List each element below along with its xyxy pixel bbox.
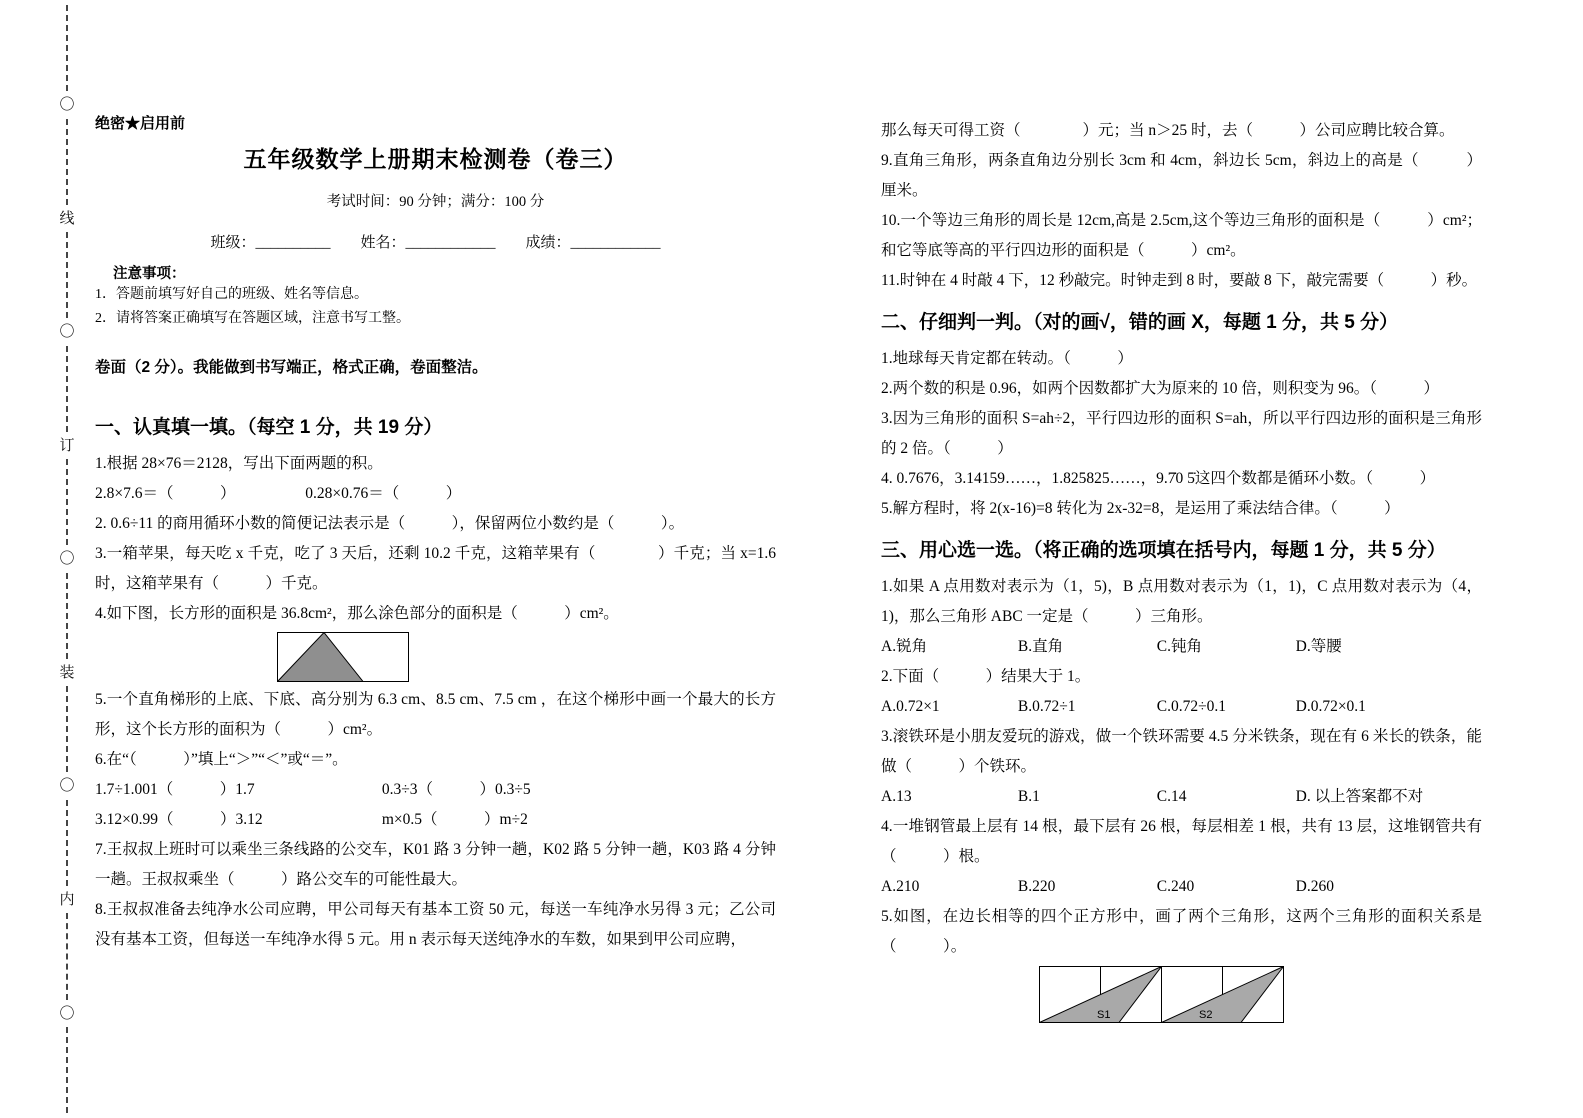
option-a: A.210 [881,878,920,895]
binding-circle: 〇 [59,323,75,341]
option-c: C.钝角 [1156,638,1202,655]
question-4-figure [277,632,776,682]
exam-time-score-info: 考试时间：90 分钟；满分：100 分 [326,194,545,210]
figure-label-s2: S2 [1199,1009,1213,1021]
choice-question-2: 2.下面（ ）结果大于 1。 [881,668,1091,685]
binding-dashed-segment [66,232,68,318]
binding-char-bind: 装 [59,663,75,681]
question-6-row-2 [95,805,776,835]
question-1-sub: 2.8×7.6＝（ ） 0.28×0.76＝（ ） [95,485,462,502]
option-d: D.260 [1295,878,1334,895]
paper-title: 五年级数学上册期末检测卷（卷三） [243,146,628,172]
secrecy-label: 绝密★启用前 [95,115,186,132]
question-8-part-1: 8.王叔叔准备去纯净水公司应聘，甲公司每天有基本工资 50 元，每送一车纯净水另得 3 元；乙公司没有基本工资，但每送一车纯净水得 5 元。用 n 表示每天送纯净水的车数，如果到甲公司应聘， [95,901,776,948]
option-c: C.14 [1156,788,1187,805]
choice-question-4-options [881,872,1482,902]
choice-question-5: 5.如图，在边长相等的四个正方形中，画了两个三角形，这两个三角形的面积关系是（ ）。 [881,908,1482,955]
binding-dashed-segment [66,5,68,91]
question-4: 4.如下图，长方形的面积是 36.8cm²，那么涂色部分的面积是（ ）cm²。 [95,605,619,622]
student-info-fields: 班级：__________ 姓名：____________ 成绩：____________ [210,235,661,251]
choice-question-1-options [881,632,1482,662]
question-10: 10.一个等边三角形的周长是 12cm,高是 2.5cm,这个等边三角形的面积是（ ）cm²；和它等底等高的平行四边形的面积是（ ）cm²。 [881,212,1482,259]
option-d: D.等腰 [1295,638,1342,655]
notice-title: 注意事项： [113,266,186,282]
binding-char-line: 线 [59,209,75,227]
binding-dashed-segment [66,346,68,432]
question-8-part-2: 那么每天可得工资（ ）元；当 n＞25 时，去（ ）公司应聘比较合算。 [881,122,1455,139]
question-6-item-b: 0.3÷3（ ）0.3÷5 [381,781,531,798]
binding-circle: 〇 [59,96,75,114]
binding-char-inside: 内 [59,891,75,908]
judge-question-5: 5.解方程时，将 2(x-16)=8 转化为 2x-32=8，是运用了乘法结合律。（ ） [881,500,1400,517]
question-6-item-d: m×0.5（ ）m÷2 [381,811,528,828]
rectangle-with-shaded-triangle-figure [277,632,409,682]
question-1: 1.根据 28×76＝2128，写出下面两题的积。 [95,455,383,472]
question-6-item-c: 3.12×0.99（ ）3.12 [95,811,263,828]
section-2-heading: 二、仔细判一判。（对的画√，错的画 X，每题 1 分，共 5 分） [881,312,1399,333]
binding-dashed-segment [66,1027,68,1113]
figure-label-s1: S1 [1097,1009,1111,1021]
choice-question-4: 4.一堆钢管最上层有 14 根，最下层有 26 根，每层相差 1 根，共有 13 层，这堆钢管共有（ ）根。 [881,818,1482,865]
binding-circle: 〇 [59,550,75,568]
option-b: B.0.72÷1 [1017,698,1076,715]
option-a: A.锐角 [881,638,928,655]
binding-dashed-segment [66,913,68,999]
choice-question-2-options [881,692,1482,722]
judge-question-1: 1.地球每天肯定都在转动。（ ） [881,350,1133,367]
option-b: B.1 [1017,788,1040,805]
binding-dashed-segment [66,119,68,205]
choice-question-5-figure [1039,966,1482,1023]
notice-item-2: 2．请将答案正确填写在答题区域，注意书写工整。 [95,311,410,326]
binding-line [54,0,80,1118]
option-c: C.0.72÷0.1 [1156,698,1226,715]
choice-question-1: 1.如果 A 点用数对表示为（1，5)，B 点用数对表示为（1，1)，C 点用数对表示为（4，1)，那么三角形 ABC 一定是（ ）三角形。 [881,578,1482,625]
option-d: D. 以上答案都不对 [1295,788,1424,805]
binding-char-staple: 订 [59,436,75,454]
binding-dashed-segment [66,459,68,545]
choice-question-3-options [881,782,1482,812]
question-6-item-a: 1.7÷1.001（ ）1.7 [95,781,255,798]
binding-dashed-segment [66,573,68,659]
judge-question-4: 4. 0.7676，3.14159……，1.825825……，9.7̇0 5̇这四个数都是循环小数。（ ） [881,470,1436,487]
question-6-row-1 [95,775,776,805]
judge-question-2: 2.两个数的积是 0.96，如两个因数都扩大为原来的 10 倍，则积变为 96。（ ） [881,380,1440,397]
question-5: 5.一个直角梯形的上底、下底、高分别为 6.3 cm、8.5 cm、7.5 cm ，在这个梯形中画一个最大的长方形，这个长方形的面积为（ ）cm²。 [95,691,776,738]
option-c: C.240 [1156,878,1195,895]
option-b: B.直角 [1017,638,1064,655]
left-column [95,112,776,955]
notice-item-1: 1．答题前填写好自己的班级、姓名等信息。 [95,287,368,302]
binding-dashed-segment [66,800,68,886]
question-7: 7.王叔叔上班时可以乘坐三条线路的公交车，K01 路 3 分钟一趟，K02 路 5 分钟一趟，K03 路 4 分钟一趟。王叔叔乘坐（ ）路公交车的可能性最大。 [95,841,776,888]
option-a: A.0.72×1 [881,698,940,715]
question-2: 2. 0.6÷11 的商用循环小数的简便记法表示是（ ），保留两位小数约是（ ）。 [95,515,685,532]
four-squares-two-triangles-figure [1039,966,1284,1023]
binding-circle: 〇 [59,1004,75,1022]
binding-circle: 〇 [59,777,75,795]
question-3: 3.一箱苹果，每天吃 x 千克，吃了 3 天后，还剩 10.2 千克，这箱苹果有（ ）千克；当 x=1.6 时，这箱苹果有（ ）千克。 [95,545,776,592]
question-9: 9.直角三角形，两条直角边分别长 3cm 和 4cm，斜边长 5cm，斜边上的高是（ ）厘米。 [881,152,1482,199]
question-11: 11.时钟在 4 时敲 4 下，12 秒敲完。时钟走到 8 时，要敲 8 下，敲完需要（ ）秒。 [881,272,1478,289]
question-6: 6.在“（ ）”填上“＞”“＜”或“＝”。 [95,751,348,768]
choice-question-3: 3.滚铁环是小朋友爱玩的游戏，做一个铁环需要 4.5 分米铁条，现在有 6 米长的铁条，能做（ ）个铁环。 [881,728,1482,775]
right-column [881,116,1482,1023]
option-d: D.0.72×0.1 [1295,698,1366,715]
paper-neatness-note: 卷面（2 分）。我能做到书写端正，格式正确，卷面整洁。 [95,359,488,376]
section-1-heading: 一、认真填一填。（每空 1 分，共 19 分） [95,417,443,438]
option-b: B.220 [1017,878,1056,895]
section-3-heading: 三、用心选一选。（将正确的选项填在括号内，每题 1 分，共 5 分） [881,540,1446,561]
figure-shaded-triangle [278,633,364,682]
judge-question-3: 3.因为三角形的面积 S=ah÷2，平行四边形的面积 S=ah，所以平行四边形的面积是三角形的 2 倍。（ ） [881,410,1482,457]
binding-dashed-segment [66,686,68,772]
option-a: A.13 [881,788,912,805]
